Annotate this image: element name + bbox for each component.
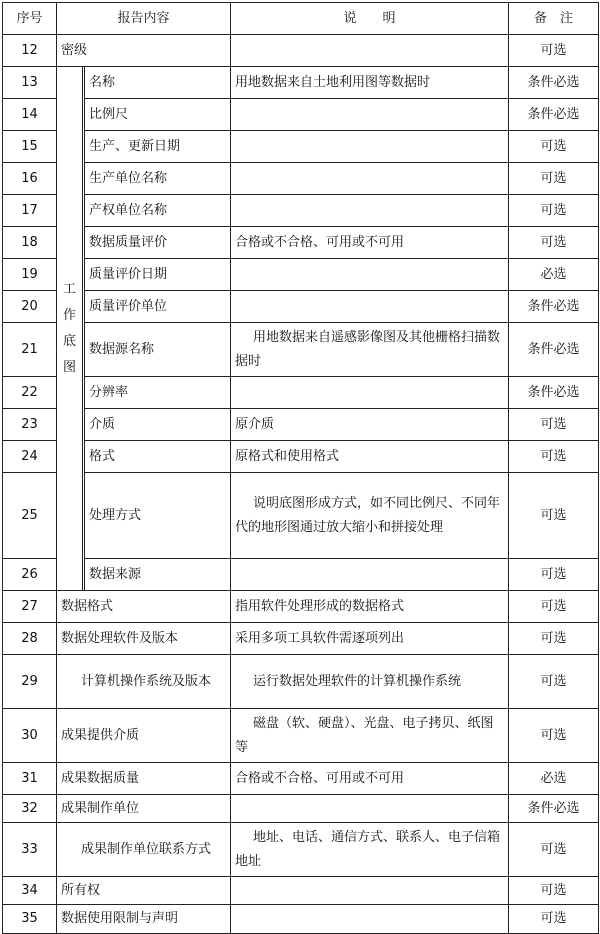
- table-row: [3, 163, 599, 195]
- table-row: [3, 823, 599, 877]
- table-row: [3, 291, 599, 323]
- row-item: 格式: [85, 441, 231, 473]
- table-row: [3, 99, 599, 131]
- row-item: 质量评价单位: [85, 291, 231, 323]
- row-note: 条件必选: [509, 323, 599, 377]
- table-row: [3, 441, 599, 473]
- row-note: 可选: [509, 877, 599, 905]
- row-desc: 用地数据来自土地利用图等数据时: [231, 67, 509, 99]
- row-desc: [231, 291, 509, 323]
- table-row: [3, 905, 599, 934]
- row-item: 数据质量评价: [85, 227, 231, 259]
- row-desc: 原格式和使用格式: [231, 441, 509, 473]
- row-desc: 用地数据来自遥感影像图及其他栅格扫描数据时: [231, 323, 509, 377]
- row-item: 所有权: [57, 877, 231, 905]
- row-desc: 说明底图形成方式，如不同比例尺、不同年代的地形图通过放大缩小和拼接处理: [231, 473, 509, 559]
- row-item: 数据格式: [57, 591, 231, 623]
- table-row: [3, 559, 599, 591]
- row-item: 比例尺: [85, 99, 231, 131]
- row-seq: 16: [3, 163, 57, 195]
- row-desc: 采用多项工具软件需逐项列出: [231, 623, 509, 655]
- row-seq: 31: [3, 763, 57, 795]
- row-desc: 合格或不合格、可用或不可用: [231, 763, 509, 795]
- table-row: [3, 409, 599, 441]
- table-row: [3, 227, 599, 259]
- row-item: 数据源名称: [85, 323, 231, 377]
- row-seq: 15: [3, 131, 57, 163]
- row-desc: 运行数据处理软件的计算机操作系统: [231, 655, 509, 709]
- table-row: [3, 623, 599, 655]
- row-item: 介质: [85, 409, 231, 441]
- row-item: 质量评价日期: [85, 259, 231, 291]
- row-seq: 12: [3, 35, 57, 67]
- row-desc: [231, 163, 509, 195]
- row-item: 产权单位名称: [85, 195, 231, 227]
- row-note: 可选: [509, 227, 599, 259]
- row-seq: 33: [3, 823, 57, 877]
- row-note: 可选: [509, 655, 599, 709]
- table-row: [3, 591, 599, 623]
- row-note: 可选: [509, 709, 599, 763]
- row-item: 成果数据质量: [57, 763, 231, 795]
- row-seq: 21: [3, 323, 57, 377]
- row-item: 名称: [85, 67, 231, 99]
- row-item: 数据处理软件及版本: [57, 623, 231, 655]
- table-row: [3, 655, 599, 709]
- row-item: 成果制作单位: [57, 795, 231, 823]
- row-desc: 指用软件处理形成的数据格式: [231, 591, 509, 623]
- header-content: 报告内容: [57, 3, 231, 35]
- table-row: [3, 67, 599, 99]
- group-label: 工作底图: [62, 281, 76, 375]
- row-item: 处理方式: [85, 473, 231, 559]
- row-item: 生产单位名称: [85, 163, 231, 195]
- row-item: 数据来源: [85, 559, 231, 591]
- row-seq: 28: [3, 623, 57, 655]
- table-row: [3, 877, 599, 905]
- row-note: 条件必选: [509, 67, 599, 99]
- row-desc: [231, 877, 509, 905]
- row-note: 条件必选: [509, 377, 599, 409]
- row-seq: 22: [3, 377, 57, 409]
- row-item: 密级: [57, 35, 231, 67]
- row-note: 可选: [509, 559, 599, 591]
- row-desc: [231, 377, 509, 409]
- row-desc: [231, 35, 509, 67]
- row-seq: 27: [3, 591, 57, 623]
- row-seq: 20: [3, 291, 57, 323]
- table-row: [3, 131, 599, 163]
- table-row: [3, 35, 599, 67]
- row-desc: [231, 259, 509, 291]
- row-seq: 18: [3, 227, 57, 259]
- row-seq: 14: [3, 99, 57, 131]
- table-row: [3, 377, 599, 409]
- row-item: 生产、更新日期: [85, 131, 231, 163]
- row-item: 分辨率: [85, 377, 231, 409]
- row-seq: 23: [3, 409, 57, 441]
- row-desc: 合格或不合格、可用或不可用: [231, 227, 509, 259]
- row-item: 成果提供介质: [57, 709, 231, 763]
- table-row: [3, 763, 599, 795]
- row-item: 数据使用限制与声明: [57, 905, 231, 934]
- row-desc: [231, 131, 509, 163]
- header-note: 备 注: [509, 3, 599, 35]
- row-note: 必选: [509, 763, 599, 795]
- row-seq: 26: [3, 559, 57, 591]
- row-desc: [231, 905, 509, 934]
- row-note: 可选: [509, 623, 599, 655]
- row-note: 可选: [509, 591, 599, 623]
- row-note: 可选: [509, 35, 599, 67]
- row-item: 计算机操作系统及版本: [57, 655, 231, 709]
- row-note: 条件必选: [509, 795, 599, 823]
- row-note: 条件必选: [509, 291, 599, 323]
- row-seq: 24: [3, 441, 57, 473]
- row-desc: 原介质: [231, 409, 509, 441]
- row-note: 可选: [509, 409, 599, 441]
- row-desc: [231, 195, 509, 227]
- row-note: 可选: [509, 905, 599, 934]
- row-note: 条件必选: [509, 99, 599, 131]
- row-note: 可选: [509, 195, 599, 227]
- row-seq: 17: [3, 195, 57, 227]
- row-seq: 30: [3, 709, 57, 763]
- row-seq: 35: [3, 905, 57, 934]
- table-row: [3, 195, 599, 227]
- group-label-cell: [57, 67, 83, 591]
- row-seq: 29: [3, 655, 57, 709]
- row-desc: 地址、电话、通信方式、联系人、电子信箱地址: [231, 823, 509, 877]
- row-desc: [231, 99, 509, 131]
- row-note: 可选: [509, 473, 599, 559]
- header-seq: 序号: [3, 3, 57, 35]
- table-row: [3, 323, 599, 377]
- row-desc: [231, 795, 509, 823]
- header-row: [3, 3, 599, 35]
- row-note: 可选: [509, 163, 599, 195]
- header-desc: 说 明: [231, 3, 509, 35]
- row-desc: [231, 559, 509, 591]
- table-row: [3, 473, 599, 559]
- report-content-table: [2, 2, 599, 934]
- table-row: [3, 709, 599, 763]
- row-seq: 32: [3, 795, 57, 823]
- row-seq: 25: [3, 473, 57, 559]
- row-seq: 19: [3, 259, 57, 291]
- row-note: 可选: [509, 441, 599, 473]
- row-note: 必选: [509, 259, 599, 291]
- row-seq: 34: [3, 877, 57, 905]
- row-desc: 磁盘（软、硬盘）、光盘、电子拷贝、纸图等: [231, 709, 509, 763]
- table-row: [3, 795, 599, 823]
- row-note: 可选: [509, 131, 599, 163]
- row-seq: 13: [3, 67, 57, 99]
- table-row: [3, 259, 599, 291]
- row-note: 可选: [509, 823, 599, 877]
- row-item: 成果制作单位联系方式: [57, 823, 231, 877]
